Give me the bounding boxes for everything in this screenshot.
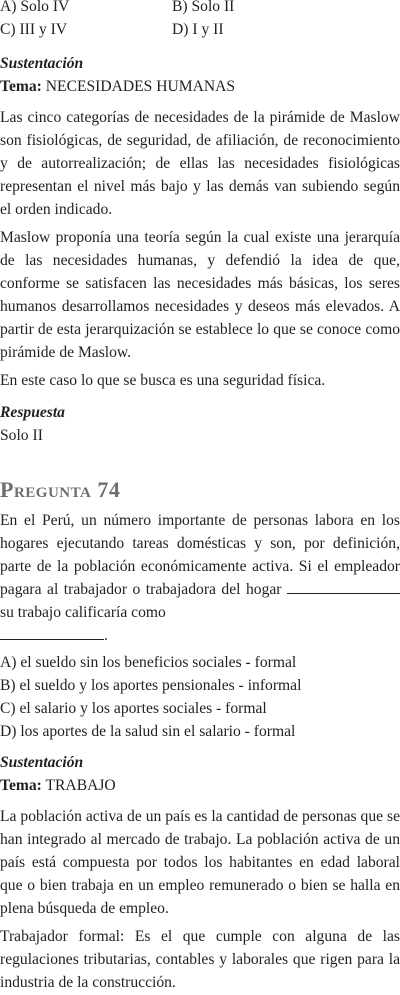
q73-options <box>0 0 400 41</box>
tema-line <box>0 774 400 797</box>
q74-options <box>0 651 400 743</box>
answer-blank-1 <box>287 579 400 594</box>
question-title: Pregunta 74 <box>0 477 121 502</box>
q73-paragraph-2: Maslow proponía una teoría según la cual existe una jerarquía de las necesidades humanas, y defendió la idea de que, conforme se satisfacen las necesidades más básicas, los seres humanos desarrollamos necesidades y deseos más elevados. A partir de esta jerarquización se establece lo que se conoce como pirámide de Maslow. <box>0 229 400 361</box>
stem-part-a: En el Perú, un número importante de personas labora en los hogares ejecutando tareas domésticas y son, por definición, parte de la población económicamente activa. Si el empleador pagara al trabajador o trabajadora del hogar <box>0 512 400 598</box>
q73-paragraph-3: En este caso lo que se busca es una seguridad física. <box>0 372 326 389</box>
q74-paragraph-2: Trabajador formal: Es el que cumple con alguna de las regulaciones tributarias, contables y laborales que rigen para la industria de la construcción. <box>0 928 400 991</box>
q74-paragraph-1: La población activa de un país es la cantidad de personas que se han integrado al mercado de trabajo. La población activa de un país está compuesta por todos los habitantes en edad laboral que o bien trabaja en un empleo remunerado o bien se halla en plena búsqueda de empleo. <box>0 808 400 917</box>
respuesta-label: Respuesta <box>0 404 65 421</box>
option-a: A) Solo IV <box>0 0 70 15</box>
stem-end: . <box>104 627 108 644</box>
answer-blank-2 <box>0 625 104 640</box>
option-d: D) los aportes de la salud sin el salario - formal <box>0 723 296 740</box>
sustentacion-label: Sustentación <box>0 754 84 771</box>
option-c: C) el salario y los aportes sociales - formal <box>0 700 267 717</box>
option-c: C) III y IV <box>0 21 68 38</box>
q73-paragraph-1: Las cinco categorías de necesidades de la pirámide de Maslow son fisiológicas, de seguridad, de afiliación, de reconocimiento y de autorrealización; de ellas las necesidades fisiológicas representan el nivel más bajo y las demás van subiendo según el orden indicado. <box>0 109 400 218</box>
options-row <box>0 18 400 41</box>
tema-value: TRABAJO <box>45 777 116 794</box>
tema-label: Tema: <box>0 78 42 95</box>
respuesta-value: Solo II <box>0 427 43 444</box>
sustentacion-label: Sustentación <box>0 55 84 72</box>
option-d: D) I y II <box>172 21 224 38</box>
q73-sustentacion <box>0 52 400 98</box>
option-a: A) el sueldo sin los beneficios sociales - formal <box>0 654 297 671</box>
option-b: B) Solo II <box>172 0 235 15</box>
option-b: B) el sueldo y los aportes pensionales - informal <box>0 677 302 694</box>
q74-sustentacion <box>0 751 400 797</box>
tema-line <box>0 75 400 98</box>
tema-value: NECESIDADES HUMANAS <box>45 78 236 95</box>
options-row <box>0 0 400 18</box>
q74-stem <box>0 509 400 647</box>
tema-label: Tema: <box>0 777 42 794</box>
q73-respuesta <box>0 401 400 447</box>
stem-part-b: su trabajo calificaría como <box>0 604 166 621</box>
